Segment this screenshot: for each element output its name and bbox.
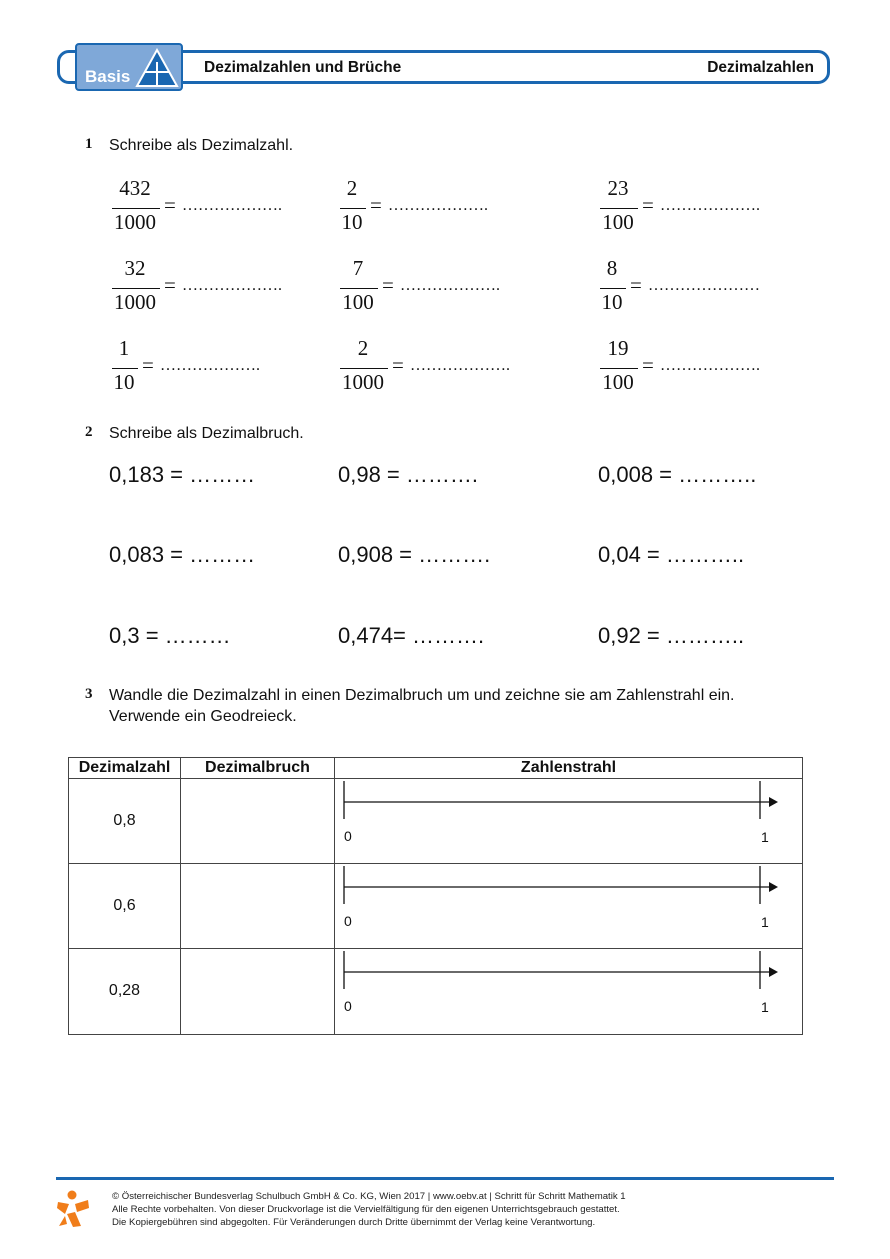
decimal-exercise[interactable]: 0,98 = ………. xyxy=(338,462,479,487)
fraction-numerator: 8 xyxy=(606,256,618,280)
answer-blank[interactable]: ………………. xyxy=(410,357,510,374)
fraction-answer-cell[interactable] xyxy=(181,949,334,1033)
decimal-exercise[interactable]: 0,908 = ………. xyxy=(338,542,491,567)
fraction-bar xyxy=(340,368,388,369)
table-border-top xyxy=(68,757,803,758)
fraction-numerator: 2 xyxy=(357,336,369,360)
equals-sign: = xyxy=(164,193,176,217)
footer-copyright xyxy=(112,1190,626,1229)
footer-line-3: Die Kopiergebühren sind abgegolten. Für Veränderungen durch Dritte übernimmt der Verlag keine Verantwortung. xyxy=(112,1217,596,1228)
fraction-bar xyxy=(340,288,378,289)
table-row-divider xyxy=(68,948,803,949)
task-3-instruction-line1: Wandle die Dezimalzahl in einen Dezimalbruch um und zeichne sie am Zahlenstrahl ein. xyxy=(109,687,735,704)
header-dezimalzahl: Dezimalzahl xyxy=(78,759,171,776)
fraction-exercise xyxy=(112,176,312,238)
fraction-denominator: 10 xyxy=(113,370,135,394)
number-line-start-label: 0 xyxy=(344,998,352,1014)
fraction-numerator: 19 xyxy=(607,336,629,360)
answer-blank[interactable]: ………………… xyxy=(648,277,760,294)
number-line-end-label: 1 xyxy=(761,914,769,930)
decimal-exercise[interactable]: 0,04 = ……….. xyxy=(598,542,745,567)
decimal-cell: 0,6 xyxy=(113,897,136,914)
fraction-bar xyxy=(112,208,160,209)
fraction-exercise xyxy=(340,176,540,238)
fraction-exercise xyxy=(600,256,800,318)
fraction-answer-cell[interactable] xyxy=(181,864,334,948)
answer-blank[interactable]: ………………. xyxy=(400,277,500,294)
task-2-number: 2 xyxy=(85,424,93,440)
header-dezimalbruch: Dezimalbruch xyxy=(205,759,310,776)
fraction-bar xyxy=(600,288,626,289)
decimal-exercise[interactable]: 0,3 = ……… xyxy=(109,623,231,648)
fraction-denominator: 100 xyxy=(602,210,634,234)
number-line[interactable] xyxy=(340,866,790,906)
number-line[interactable] xyxy=(340,951,790,991)
fraction-bar xyxy=(600,368,638,369)
decimal-exercise[interactable]: 0,083 = ……… xyxy=(109,542,256,567)
fraction-bar xyxy=(112,288,160,289)
table-row-divider xyxy=(68,863,803,864)
publisher-logo-icon xyxy=(55,1190,91,1228)
number-line-start-label: 0 xyxy=(344,828,352,844)
task-2-instruction: Schreibe als Dezimalbruch. xyxy=(109,425,304,442)
header-zahlenstrahl: Zahlenstrahl xyxy=(520,759,617,776)
table-header-divider xyxy=(68,778,803,779)
fraction-denominator: 100 xyxy=(602,370,634,394)
basis-logo xyxy=(75,43,183,91)
decimal-exercise[interactable]: 0,474= ………. xyxy=(338,623,485,648)
fraction-exercise xyxy=(600,336,800,398)
page-title: Dezimalzahlen und Brüche xyxy=(204,59,402,76)
fraction-denominator: 10 xyxy=(601,290,623,314)
number-line-end-label: 1 xyxy=(761,999,769,1015)
equals-sign: = xyxy=(382,273,394,297)
table-col-divider xyxy=(334,757,335,1035)
equals-sign: = xyxy=(370,193,382,217)
footer-line-2: Alle Rechte vorbehalten. Von dieser Druckvorlage ist die Vervielfältigung für den eigenen Unterrichtsgebrauch gestattet. xyxy=(112,1204,620,1215)
fraction-bar xyxy=(600,208,638,209)
fraction-numerator: 1 xyxy=(118,336,130,360)
decimal-exercise[interactable]: 0,008 = ……….. xyxy=(598,462,757,487)
answer-blank[interactable]: ………………. xyxy=(660,197,760,214)
answer-blank[interactable]: ………………. xyxy=(182,277,282,294)
footer-divider xyxy=(56,1177,834,1180)
answer-blank[interactable]: ………………. xyxy=(660,357,760,374)
task-1-instruction: Schreibe als Dezimalzahl. xyxy=(109,137,294,154)
decimal-cell: 0,28 xyxy=(108,982,141,999)
fraction-exercise xyxy=(340,336,540,398)
task-3-number: 3 xyxy=(85,686,93,702)
fraction-numerator: 432 xyxy=(119,176,151,200)
decimal-exercise[interactable]: 0,183 = ……… xyxy=(109,462,256,487)
equals-sign: = xyxy=(630,273,642,297)
table-border-right xyxy=(802,757,803,1035)
task-3-instruction-line2: Verwende ein Geodreieck. xyxy=(109,708,297,725)
number-line[interactable] xyxy=(340,781,790,821)
answer-blank[interactable]: ………………. xyxy=(388,197,488,214)
triangle-ruler-icon xyxy=(135,48,179,88)
fraction-denominator: 1000 xyxy=(114,290,156,314)
fraction-denominator: 100 xyxy=(342,290,374,314)
equals-sign: = xyxy=(164,273,176,297)
fraction-exercise xyxy=(112,256,312,318)
footer-line-1: © Österreichischer Bundesverlag Schulbuch GmbH & Co. KG, Wien 2017 | www.oebv.at | Schritt für Schritt Mathematik 1 xyxy=(112,1191,626,1202)
fraction-denominator: 1000 xyxy=(342,370,384,394)
answer-blank[interactable]: ………………. xyxy=(182,197,282,214)
equals-sign: = xyxy=(642,353,654,377)
fraction-bar xyxy=(340,208,366,209)
fraction-exercise xyxy=(600,176,800,238)
equals-sign: = xyxy=(142,353,154,377)
fraction-exercise xyxy=(340,256,540,318)
decimal-cell: 0,8 xyxy=(113,812,136,829)
fraction-exercise xyxy=(112,336,312,398)
equals-sign: = xyxy=(392,353,404,377)
equals-sign: = xyxy=(642,193,654,217)
fraction-bar xyxy=(112,368,138,369)
fraction-numerator: 7 xyxy=(352,256,364,280)
basis-logo-text: Basis xyxy=(85,67,131,86)
fraction-answer-cell[interactable] xyxy=(181,779,334,863)
answer-blank[interactable]: ………………. xyxy=(160,357,260,374)
fraction-numerator: 23 xyxy=(607,176,629,200)
number-line-start-label: 0 xyxy=(344,913,352,929)
number-line-end-label: 1 xyxy=(761,829,769,845)
task-1-number: 1 xyxy=(85,136,93,152)
fraction-denominator: 10 xyxy=(341,210,363,234)
fraction-numerator: 32 xyxy=(124,256,146,280)
topic-label: Dezimalzahlen xyxy=(707,59,814,76)
fraction-denominator: 1000 xyxy=(114,210,156,234)
decimal-exercise[interactable]: 0,92 = ……….. xyxy=(598,623,745,648)
fraction-numerator: 2 xyxy=(346,176,358,200)
table-border-bottom xyxy=(68,1034,803,1035)
